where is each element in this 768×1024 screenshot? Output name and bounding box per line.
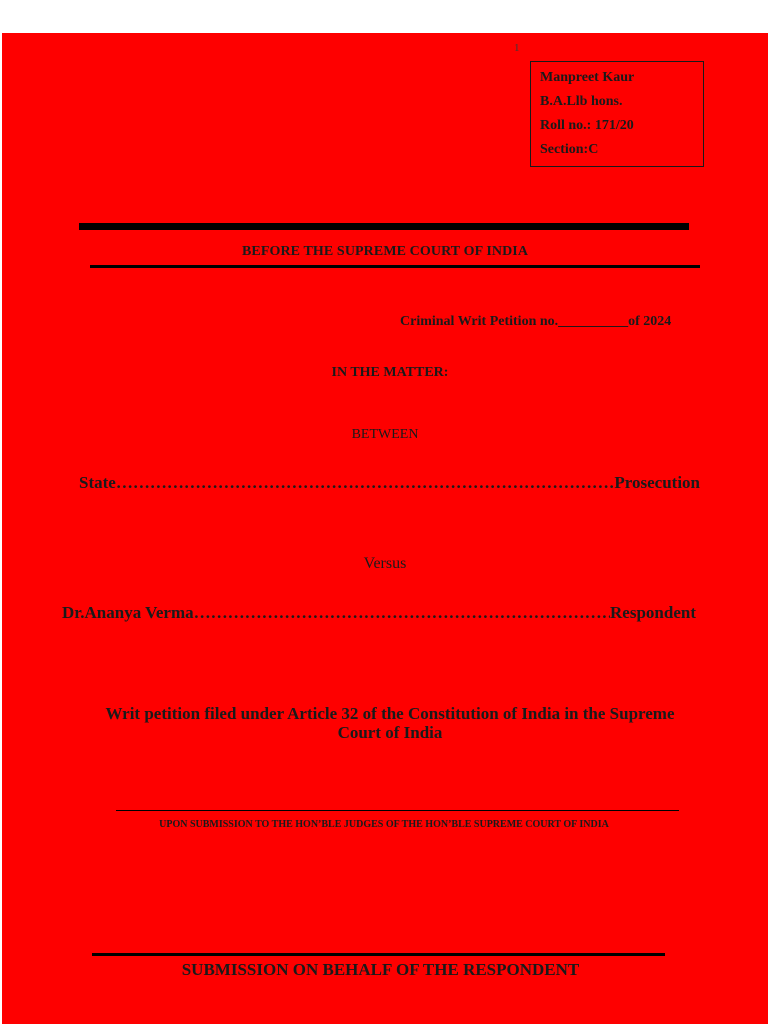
- matter-heading: IN THE MATTER:: [331, 365, 449, 380]
- page-number: 1: [514, 42, 520, 54]
- submission-note: UPON SUBMISSION TO THE HON’BLE JUDGES OF THE HON’BLE SUPREME COURT OF INDIA: [159, 819, 609, 830]
- party-row-prosecution: [79, 473, 700, 493]
- writ-line-1: Writ petition filed under Article 32 of the Constitution of India in the Supreme: [105, 704, 675, 723]
- between-label: BETWEEN: [351, 427, 419, 442]
- party-name-respondent: Dr.Ananya Verma: [62, 603, 194, 622]
- student-section: Section:C: [540, 142, 599, 157]
- court-heading-underline: [90, 265, 700, 268]
- student-name: Manpreet Kaur: [540, 70, 635, 85]
- student-info-box: [530, 61, 704, 167]
- petition-number: Criminal Writ Petition no.__________of 2024: [400, 314, 672, 329]
- submission-title: SUBMISSION ON BEHALF OF THE RESPONDENT: [181, 960, 580, 979]
- document-page: [2, 33, 768, 1024]
- dot-leader: [116, 473, 615, 493]
- dot-leader: [194, 603, 610, 623]
- party-row-respondent: [62, 603, 696, 623]
- party-role-prosecution: Prosecution: [614, 473, 700, 492]
- party-role-respondent: Respondent: [610, 603, 696, 622]
- writ-line-2: Court of India: [337, 723, 443, 742]
- submission-note-rule: [116, 810, 679, 811]
- writ-description: [42, 704, 738, 742]
- versus-label: Versus: [363, 555, 407, 572]
- party-name-state: State: [79, 473, 116, 492]
- bottom-rule: [92, 953, 665, 956]
- student-roll-number: Roll no.: 171/20: [540, 118, 634, 133]
- student-course: B.A.Llb hons.: [540, 94, 623, 109]
- court-heading: BEFORE THE SUPREME COURT OF INDIA: [241, 244, 529, 259]
- top-thick-rule: [79, 223, 689, 230]
